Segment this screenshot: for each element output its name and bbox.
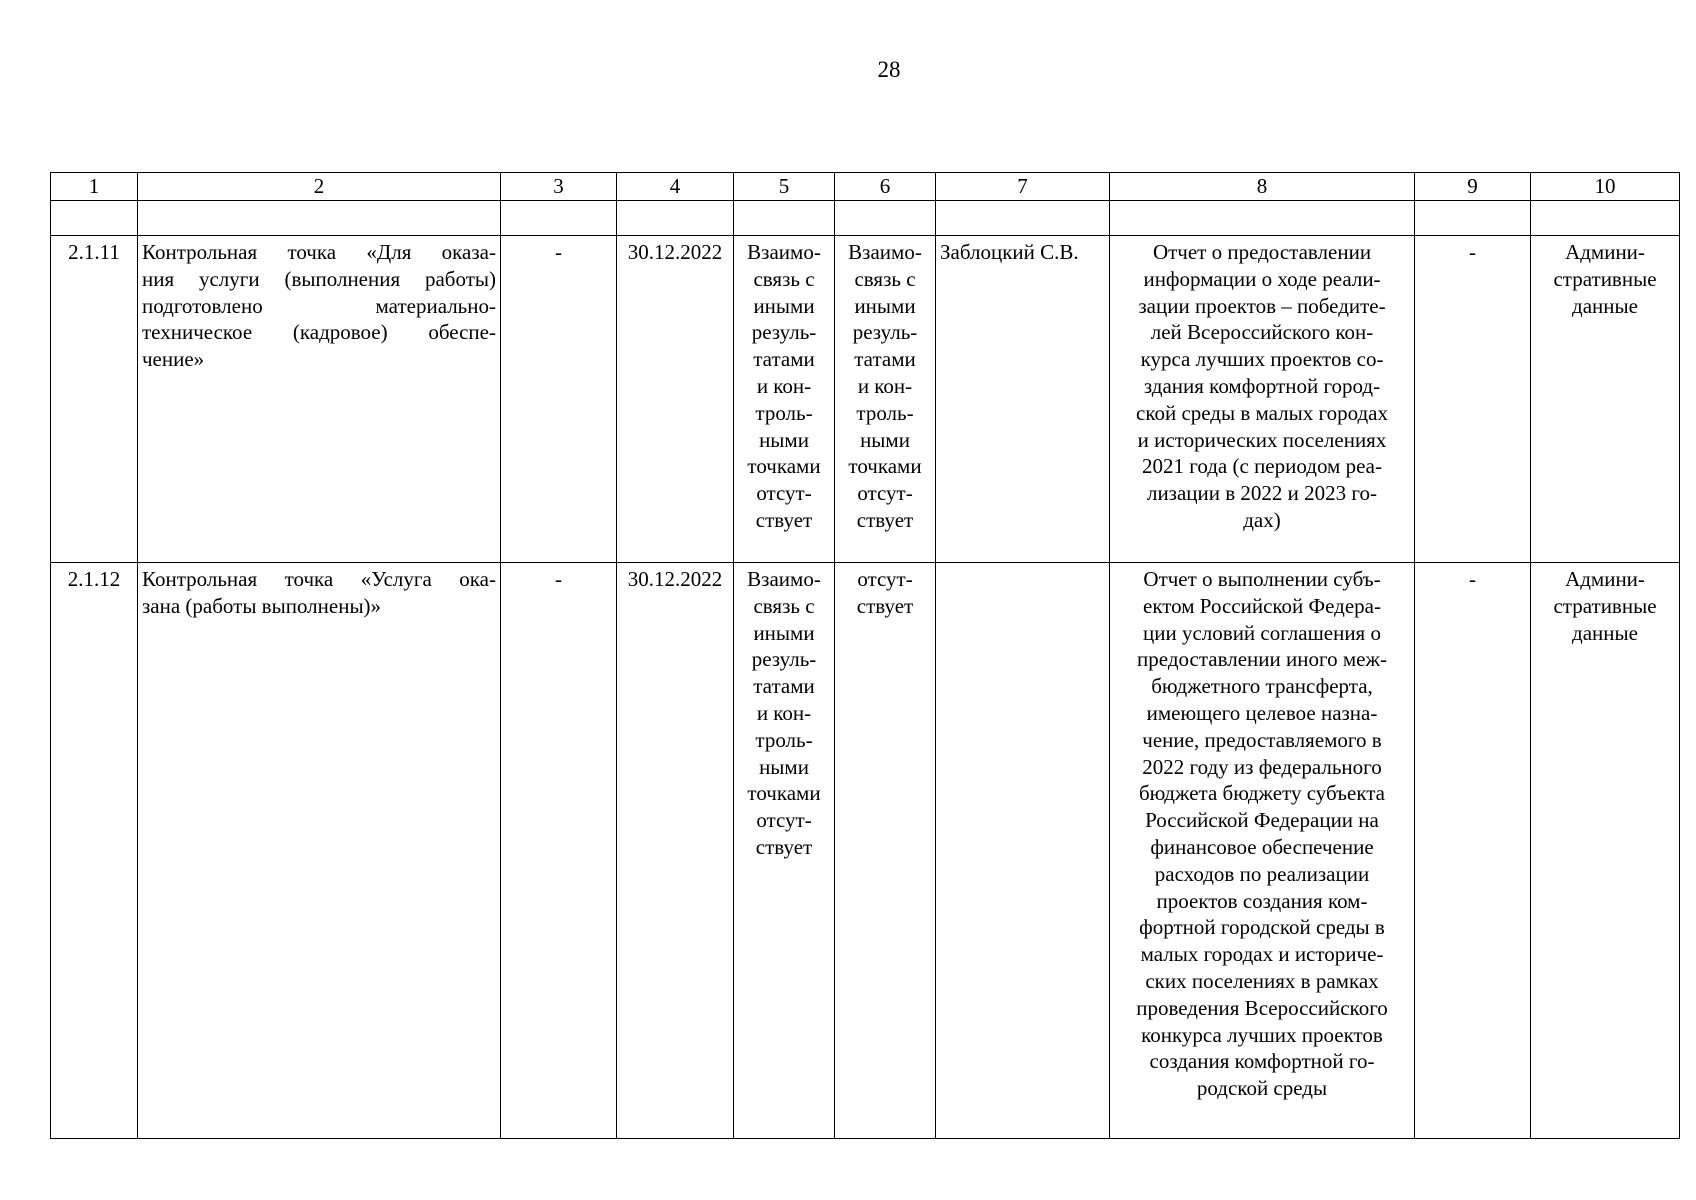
column-number-row: [51, 173, 1680, 201]
text-line: здания комфортной город-: [1143, 373, 1381, 398]
text-line: резуль-: [751, 647, 817, 672]
text-line: точками: [848, 454, 922, 479]
column-header: 8: [1110, 173, 1415, 201]
text-line: ствует: [755, 834, 813, 859]
text-line: и кон-: [756, 373, 812, 398]
text-line: имеющего целевое назна-: [1146, 700, 1378, 725]
column-9-cell: -: [1415, 236, 1531, 563]
text-line: иными: [854, 293, 916, 318]
table-row: [51, 236, 1680, 563]
text-line: стративные: [1553, 593, 1657, 618]
text-line: ции условий соглашения о: [1143, 620, 1381, 645]
text-line: зана (работы выполнены)»: [142, 593, 382, 618]
column-3-cell: -: [501, 236, 617, 563]
text-line: отсут-: [857, 567, 913, 591]
date-cell: 30.12.2022: [617, 563, 734, 1139]
text-line: малых городах и историче-: [1140, 942, 1384, 967]
text-line: курса лучших проектов со-: [1140, 347, 1384, 372]
column-header: 2: [138, 173, 501, 201]
column-3-cell: -: [501, 563, 617, 1139]
text-line: ствует: [856, 507, 914, 532]
empty-cell: [51, 201, 138, 236]
text-line: техническое (кадровое) обеспе-: [142, 320, 496, 345]
text-line: бюджета бюджету субъекта: [1138, 781, 1386, 806]
text-line: отсут-: [857, 481, 913, 506]
responsible-cell: [936, 563, 1110, 1139]
checkpoint-name-cell: [138, 563, 501, 1139]
column-header: 9: [1415, 173, 1531, 201]
column-9-cell: -: [1415, 563, 1531, 1139]
relation-cell: [734, 563, 835, 1139]
table-row: [51, 563, 1680, 1139]
text-line: Взаимо-: [747, 567, 821, 591]
text-line: татами: [753, 347, 815, 372]
document-table: [50, 172, 1680, 1139]
text-line: отсут-: [756, 808, 812, 833]
text-line: связь с: [753, 266, 815, 291]
text-line: ской среды в малых городах: [1136, 400, 1388, 425]
text-line: ными: [759, 427, 809, 452]
text-line: 2022 году из федерального: [1142, 754, 1382, 779]
text-line: резуль-: [751, 320, 817, 345]
text-line: ектом Российской Федера-: [1143, 593, 1381, 618]
text-line: фортной городской среды в: [1139, 915, 1385, 940]
text-line: проектов создания ком-: [1156, 888, 1368, 913]
text-line: чение»: [142, 347, 205, 372]
text-line: расходов по реализации: [1154, 861, 1370, 886]
text-line: подготовлено материально-: [142, 293, 496, 318]
text-line: родской среды: [1196, 1076, 1328, 1101]
text-line: дах): [1243, 507, 1281, 532]
date-cell: 30.12.2022: [617, 236, 734, 563]
text-line: иными: [753, 293, 815, 318]
text-line: стративные: [1553, 266, 1657, 291]
empty-cell: [617, 201, 734, 236]
text-line: Админи-: [1565, 240, 1645, 264]
relation-cell: [835, 236, 936, 563]
text-line: ствует: [755, 507, 813, 532]
column-header: 5: [734, 173, 835, 201]
text-line: зации проектов – победите-: [1138, 293, 1386, 318]
text-line: связь с: [753, 593, 815, 618]
text-line: ными: [759, 754, 809, 779]
text-line: финансовое обеспечение: [1150, 834, 1374, 859]
text-line: татами: [854, 347, 916, 372]
row-number-cell: 2.1.11: [51, 236, 138, 563]
text-line: Контрольная точка «Услуга ока-: [142, 567, 496, 591]
text-line: точками: [747, 454, 821, 479]
source-cell: [1531, 236, 1680, 563]
empty-cell: [501, 201, 617, 236]
column-header: 4: [617, 173, 734, 201]
text-line: точками: [747, 781, 821, 806]
column-header: 1: [51, 173, 138, 201]
text-line: Российской Федерации на: [1145, 808, 1379, 833]
text-line: татами: [753, 674, 815, 699]
text-line: троль-: [755, 727, 813, 752]
empty-cell: [936, 201, 1110, 236]
column-header: 10: [1531, 173, 1680, 201]
report-cell: [1110, 236, 1415, 563]
text-line: лизации в 2022 и 2023 го-: [1146, 481, 1378, 506]
text-line: резуль-: [852, 320, 918, 345]
empty-cell: [1415, 201, 1531, 236]
text-line: Взаимо-: [848, 240, 922, 264]
relation-cell: [734, 236, 835, 563]
relation-cell: [835, 563, 936, 1139]
text-line: данные: [1572, 293, 1638, 318]
text-line: ствует: [856, 593, 914, 618]
text-line: ния услуги (выполнения работы): [142, 266, 496, 291]
text-line: отсут-: [756, 481, 812, 506]
text-line: чение, предоставляемого в: [1142, 727, 1382, 752]
checkpoint-name-cell: [138, 236, 501, 563]
text-line: и исторических поселениях: [1137, 427, 1387, 452]
text-line: Контрольная точка «Для оказа-: [142, 240, 496, 264]
text-line: троль-: [856, 400, 914, 425]
text-line: и кон-: [756, 700, 812, 725]
text-line: 2021 года (с периодом реа-: [1142, 454, 1382, 479]
text-line: конкурса лучших проектов: [1141, 1022, 1383, 1047]
column-header: 6: [835, 173, 936, 201]
text-line: Админи-: [1565, 567, 1645, 591]
text-line: Отчет о предоставлении: [1152, 240, 1372, 264]
text-line: создания комфортной го-: [1149, 1049, 1375, 1074]
text-line: троль-: [755, 400, 813, 425]
row-number-cell: 2.1.12: [51, 563, 138, 1139]
text-line: Отчет о выполнении субъ-: [1143, 567, 1381, 591]
text-line: информации о ходе реали-: [1143, 266, 1381, 291]
responsible-cell: Заблоцкий С.В.: [936, 236, 1110, 563]
text-line: ских поселениях в рамках: [1145, 968, 1379, 993]
empty-cell: [734, 201, 835, 236]
text-line: бюджетного трансферта,: [1151, 674, 1373, 699]
page-number: 28: [877, 57, 901, 82]
text-line: связь с: [854, 266, 916, 291]
text-line: Взаимо-: [747, 240, 821, 264]
empty-cell: [835, 201, 936, 236]
source-cell: [1531, 563, 1680, 1139]
text-line: предоставлении иного меж-: [1137, 647, 1387, 672]
column-header: 7: [936, 173, 1110, 201]
text-line: иными: [753, 620, 815, 645]
text-line: проведения Всероссийского: [1136, 995, 1388, 1020]
empty-row: [51, 201, 1680, 236]
empty-cell: [1110, 201, 1415, 236]
empty-cell: [138, 201, 501, 236]
empty-cell: [1531, 201, 1680, 236]
report-cell: [1110, 563, 1415, 1139]
text-line: лей Всероссийского кон-: [1150, 320, 1374, 345]
column-header: 3: [501, 173, 617, 201]
text-line: и кон-: [857, 373, 913, 398]
text-line: данные: [1572, 620, 1638, 645]
text-line: ными: [860, 427, 910, 452]
